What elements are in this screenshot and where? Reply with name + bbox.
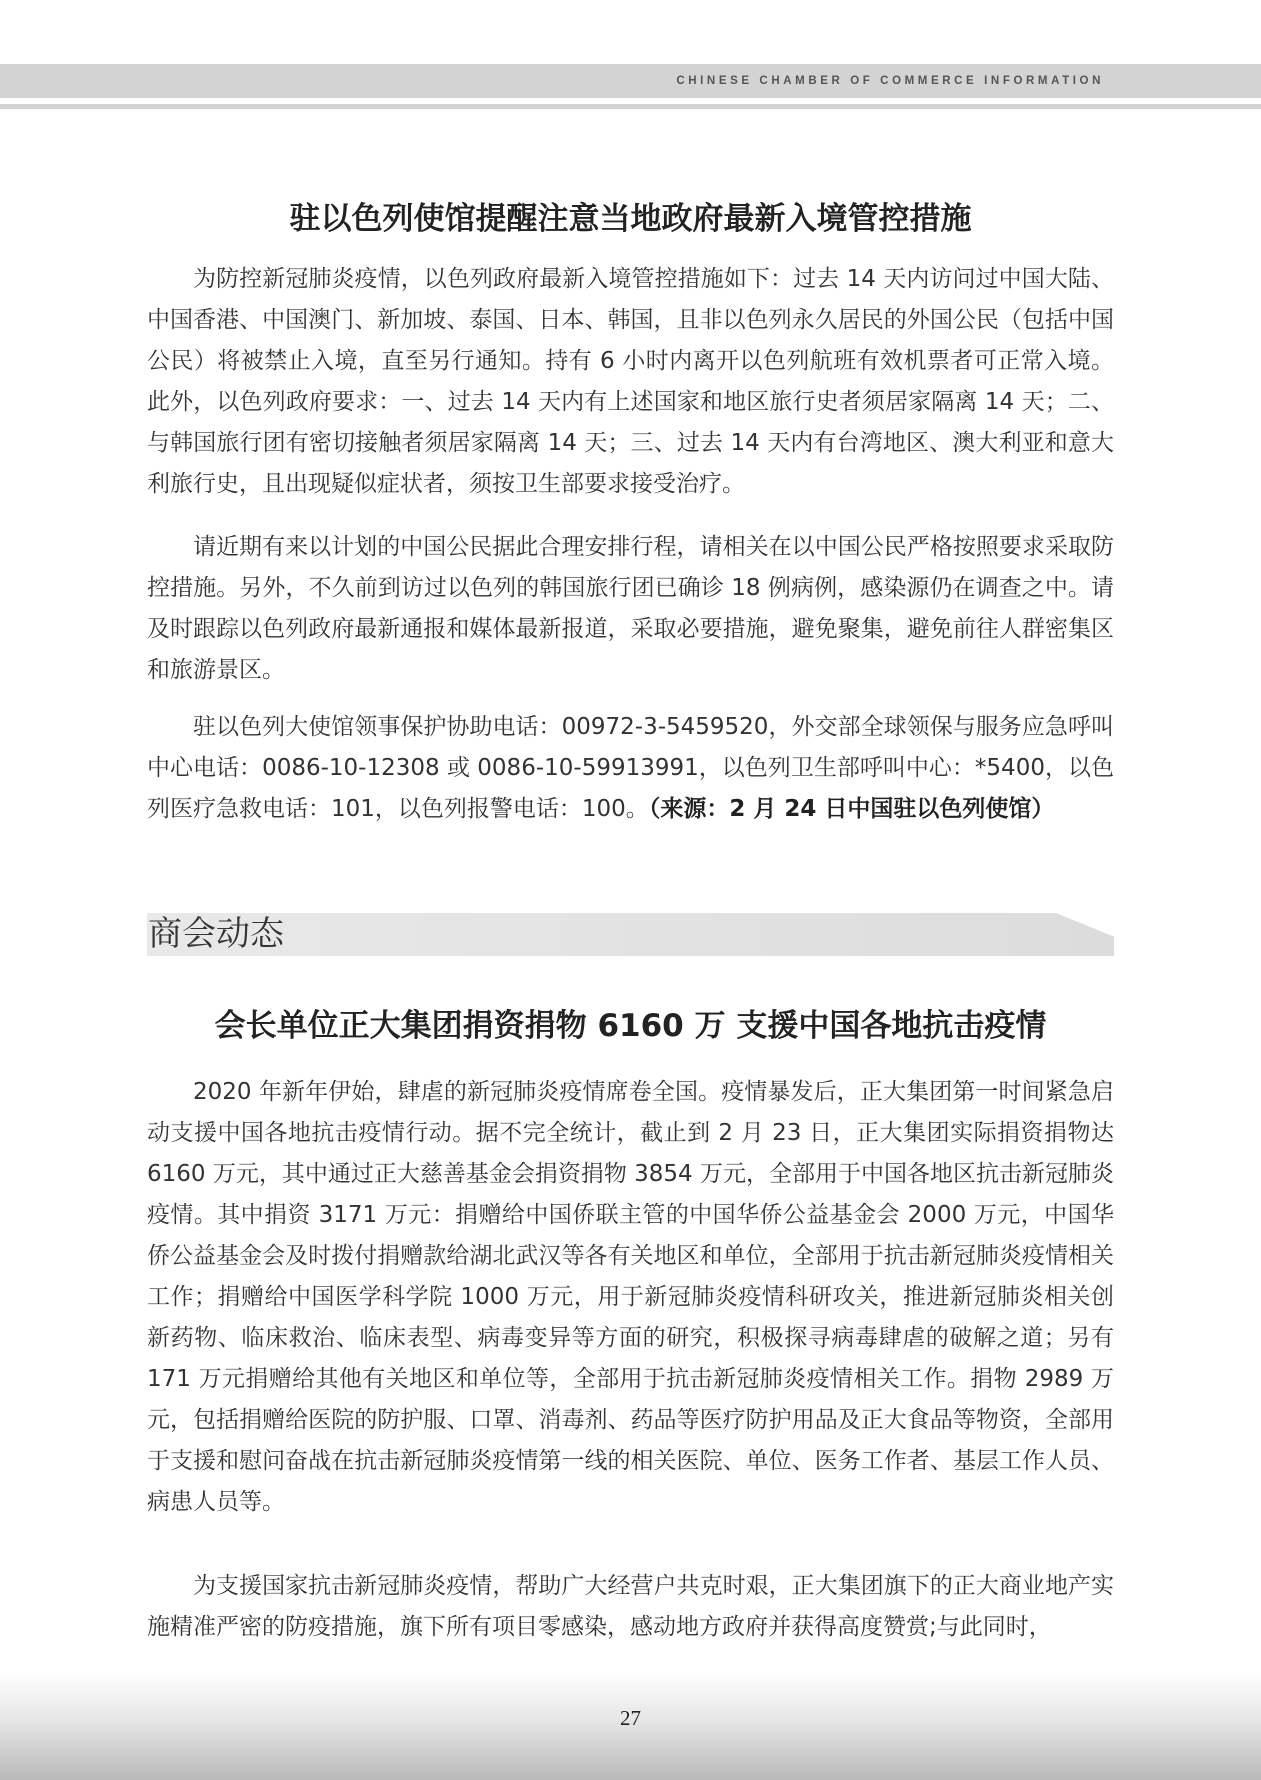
article1-paragraph-1: 为防控新冠肺炎疫情，以色列政府最新入境管控措施如下：过去 14 天内访问过中国大陆、中国香港、中国澳门、新加坡、泰国、日本、韩国，且非以色列永久居民的外国公民（包括中国公民）将被禁止入境，直至另行通知。持有 6 小时内离开以色列航班有效机票者可正常入境。此外，以色列政府要求：一、过去 14 天内有上述国家和地区旅行史者须居家隔离 14 天；二、与韩国旅行团有密切接触者须居家隔离 14 天；三、过去 14 天内有台湾地区、澳大利亚和意大利旅行史，且出现疑似症状者，须按卫生部要求接受治疗。 — [147, 266, 1114, 497]
article1-paragraph-2: 请近期有来以计划的中国公民据此合理安排行程，请相关在以中国公民严格按照要求采取防控措施。另外，不久前到访过以色列的韩国旅行团已确诊 18 例病例，感染源仍在调查之中。请及时跟踪以色列政府最新通报和媒体最新报道，采取必要措施，避免聚集，避免前往人群密集区和旅游景区。 — [147, 534, 1114, 683]
running-header: CHINESE CHAMBER OF COMMERCE INFORMATION — [676, 75, 1104, 87]
article2-paragraph-2: 为支援国家抗击新冠肺炎疫情，帮助广大经营户共克时艰，正大集团旗下的正大商业地产实施精准严密的防疫措施，旗下所有项目零感染，感动地方政府并获得高度赞赏;与此同时， — [147, 1573, 1114, 1640]
section-label: 商会动态 — [148, 914, 284, 954]
page-number: 27 — [620, 1706, 641, 1730]
article1-title: 驻以色列使馆提醒注意当地政府最新入境管控措施 — [289, 201, 972, 237]
article1-paragraph-3-text: 驻以色列大使馆领事保护协助电话：00972-3-5459520，外交部全球领保与服务应急呼叫中心电话：0086-10-12308 或 0086-10-59913991，以色列卫生部呼叫中心：*5400，以色列医疗急救电话：101，以色列报警电话：100。 — [147, 714, 1114, 822]
section-bar — [147, 913, 1114, 956]
header-rule — [0, 104, 1261, 109]
article2-paragraph-1: 2020 年新年伊始，肆虐的新冠肺炎疫情席卷全国。疫情暴发后，正大集团第一时间紧急启动支援中国各地抗击疫情行动。据不完全统计，截止到 2 月 23 日，正大集团实际捐资捐物达 6160 万元，其中通过正大慈善基金会捐资捐物 3854 万元，全部用于中国各地区抗击新冠肺炎疫情。其中捐资 3171 万元：捐赠给中国侨联主管的中国华侨公益基金会 2000 万元，中国华侨公益基金会及时拨付捐赠款给湖北武汉等各有关地区和单位，全部用于抗击新冠肺炎疫情相关工作；捐赠给中国医学科学院 1000 万元，用于新冠肺炎疫情科研攻关，推进新冠肺炎相关创新药物、临床救治、临床表型、病毒变异等方面的研究，积极探寻病毒肆虐的破解之道；另有 171 万元捐赠给其他有关地区和单位等，全部用于抗击新冠肺炎疫情相关工作。捐物 2989 万元，包括捐赠给医院的防护服、口罩、消毒剂、药品等医疗防护用品及正大食品等物资，全部用于支援和慰问奋战在抗击新冠肺炎疫情第一线的相关医院、单位、医务工作者、基层工作人员、病患人员等。 — [147, 1079, 1114, 1515]
article1-paragraph-3 — [147, 707, 1114, 830]
article1-source: （来源：2 月 24 日中国驻以色列使馆） — [648, 796, 1055, 822]
article2-title: 会长单位正大集团捐资捐物 6160 万 支援中国各地抗击疫情 — [214, 1008, 1047, 1044]
